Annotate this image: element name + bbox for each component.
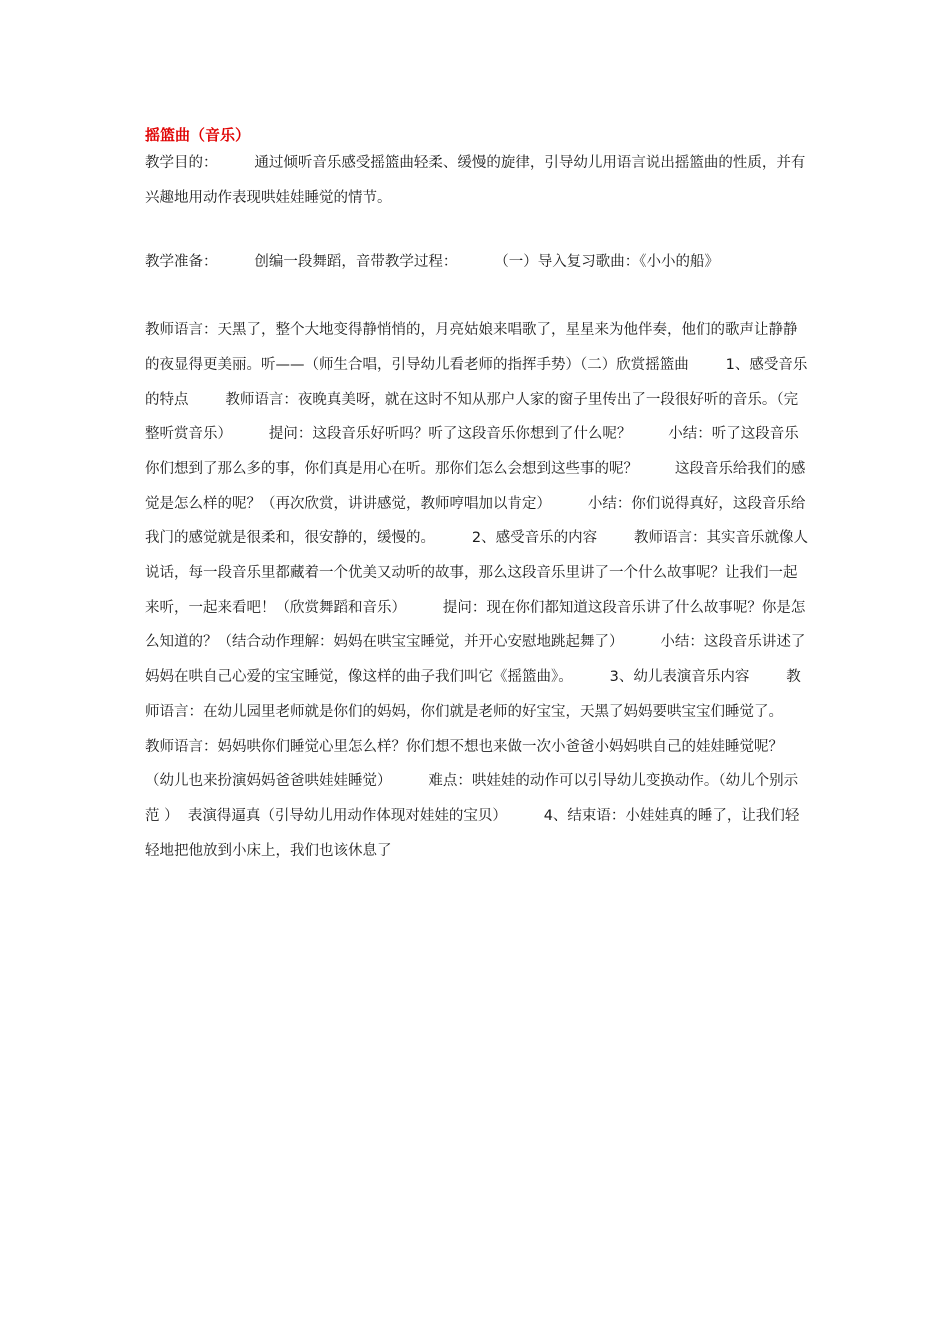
document-page [145, 120, 820, 868]
paragraph-teaching-process: 教师语言：天黑了，整个大地变得静悄悄的，月亮姑娘来唱歌了，星星来为他伴奏，他们的歌声让静静的夜显得更美丽。听——（师生合唱，引导幼儿看老师的指挥手势）（二）欣赏摇篮曲 1、感受音乐的特点 教师语言：夜晚真美呀，就在这时不知从那户人家的窗子里传出了一段很好听的音乐。（完整听赏音乐） 提问：这段音乐好听吗？听了这段音乐你想到了什么呢？ 小结：听了这段音乐你们想到了那么多的事，你们真是用心在听。那你们怎么会想到这些事的呢？ 这段音乐给我们的感觉是怎么样的呢？（再次欣赏，讲讲感觉，教师哼唱加以肯定） 小结：你们说得真好，这段音乐给我门的感觉就是很柔和，很安静的，缓慢的。 2、感受音乐的内容 教师语言：其实音乐就像人说话，每一段音乐里都藏着一个优美又动听的故事，那么这段音乐里讲了一个什么故事呢？让我们一起来听，一起来看吧！（欣赏舞蹈和音乐） 提问：现在你们都知道这段音乐讲了什么故事呢？你是怎么知道的？（结合动作理解：妈妈在哄宝宝睡觉，并开心安慰地跳起舞了） 小结：这段音乐讲述了妈妈在哄自己心爱的宝宝睡觉，像这样的曲子我们叫它《摇篮曲》。 3、幼儿表演音乐内容 教师语言：在幼儿园里老师就是你们的妈妈，你们就是老师的好宝宝，天黑了妈妈要哄宝宝们睡觉了。 教师语言：妈妈哄你们睡觉心里怎么样？你们想不想也来做一次小爸爸小妈妈哄自己的娃娃睡觉呢？（幼儿也来扮演妈妈爸爸哄娃娃睡觉） 难点：哄娃娃的动作可以引导幼儿变换动作。（幼儿个别示范 ） 表演得逼真（引导幼儿用动作体现对娃娃的宝贝） 4、结束语：小娃娃真的睡了，让我们轻轻地把他放到小床上，我们也该休息了 [145, 322, 820, 859]
document-title: 摇篮曲（音乐） [145, 126, 251, 144]
paragraph-teaching-goal: 教学目的： 通过倾听音乐感受摇篮曲轻柔、缓慢的旋律，引导幼儿用语言说出摇篮曲的性质，并有兴趣地用动作表现哄娃娃睡觉的情节。 [145, 155, 806, 206]
paragraph-teaching-prep: 教学准备： 创编一段舞蹈，音带教学过程： （一）导入复习歌曲：《小小的船》 [145, 254, 719, 271]
